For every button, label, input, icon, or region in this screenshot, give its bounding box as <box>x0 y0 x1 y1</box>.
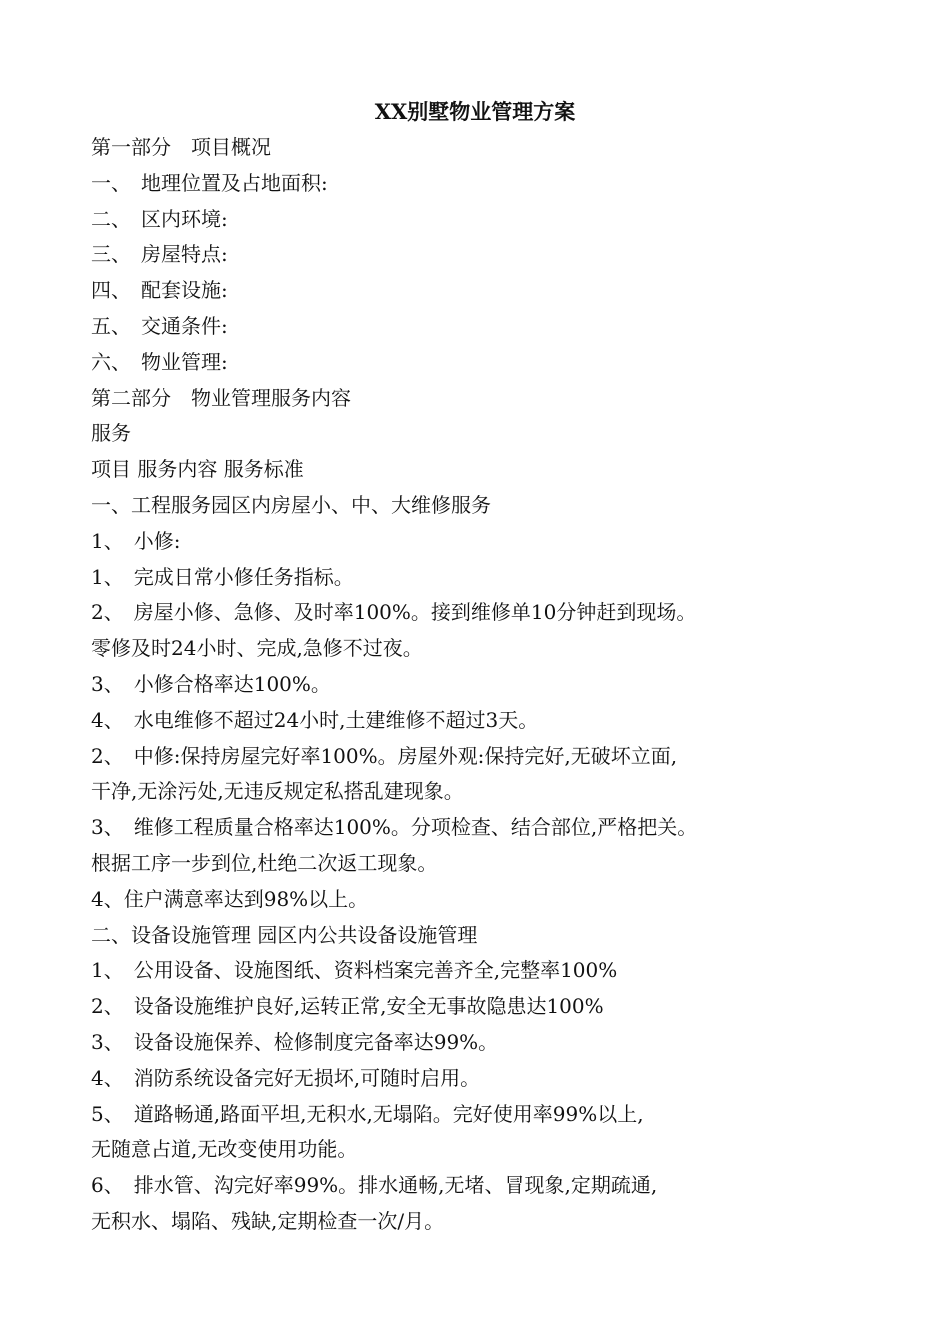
text-line: 2、 中修:保持房屋完好率100%。房屋外观:保持完好,无破坏立面, <box>91 743 678 768</box>
text-line: 3、 小修合格率达100%。 <box>91 671 331 696</box>
text-line: 零修及时24小时、完成,急修不过夜。 <box>91 636 423 661</box>
text-line: 无随意占道,无改变使用功能。 <box>91 1137 358 1162</box>
document-title: XX别墅物业管理方案 <box>374 99 576 124</box>
text-line: 干净,无涂污处,无违反规定私搭乱建现象。 <box>91 779 464 804</box>
text-line: 四、 配套设施: <box>91 278 228 303</box>
text-line: 三、 房屋特点: <box>91 242 228 267</box>
text-line: 二、设备设施管理 园区内公共设备设施管理 <box>91 922 478 947</box>
text-line: 二、 区内环境: <box>91 206 228 231</box>
text-line: 六、 物业管理: <box>91 349 228 374</box>
text-line: 6、 排水管、沟完好率99%。排水通畅,无堵、冒现象,定期疏通, <box>91 1173 658 1198</box>
text-line: 1、 公用设备、设施图纸、资料档案完善齐全,完整率100% <box>91 958 618 983</box>
text-line: 2、 房屋小修、急修、及时率100%。接到维修单10分钟赶到现场。 <box>91 600 697 625</box>
text-line: 4、 消防系统设备完好无损坏,可随时启用。 <box>91 1065 481 1090</box>
text-line: 无积水、塌陷、残缺,定期检查一次/月。 <box>91 1208 445 1233</box>
text-line: 1、 小修: <box>91 528 181 553</box>
text-line: 1、 完成日常小修任务指标。 <box>91 564 354 589</box>
text-line: 3、 维修工程质量合格率达100%。分项检查、结合部位,严格把关。 <box>91 815 698 840</box>
text-line: 服务 <box>91 421 131 446</box>
text-line: 一、 地理位置及占地面积: <box>91 170 328 195</box>
text-line: 2、 设备设施维护良好,运转正常,安全无事故隐患达100% <box>91 994 604 1019</box>
text-line: 根据工序一步到位,杜绝二次返工现象。 <box>91 850 438 875</box>
text-line: 项目 服务内容 服务标准 <box>91 457 304 482</box>
text-line: 3、 设备设施保养、检修制度完备率达99%。 <box>91 1029 499 1054</box>
document-body <box>91 130 891 1240</box>
text-line: 5、 道路畅通,路面平坦,无积水,无塌陷。完好使用率99%以上, <box>91 1101 644 1126</box>
text-line: 一、工程服务园区内房屋小、中、大维修服务 <box>91 492 491 517</box>
text-line: 第一部分 项目概况 <box>91 135 271 159</box>
text-line: 五、 交通条件: <box>91 313 228 338</box>
text-line: 4、 水电维修不超过24小时,土建维修不超过3天。 <box>91 707 539 732</box>
text-line: 4、住户满意率达到98%以上。 <box>91 886 369 911</box>
text-line: 第二部分 物业管理服务内容 <box>91 385 351 410</box>
